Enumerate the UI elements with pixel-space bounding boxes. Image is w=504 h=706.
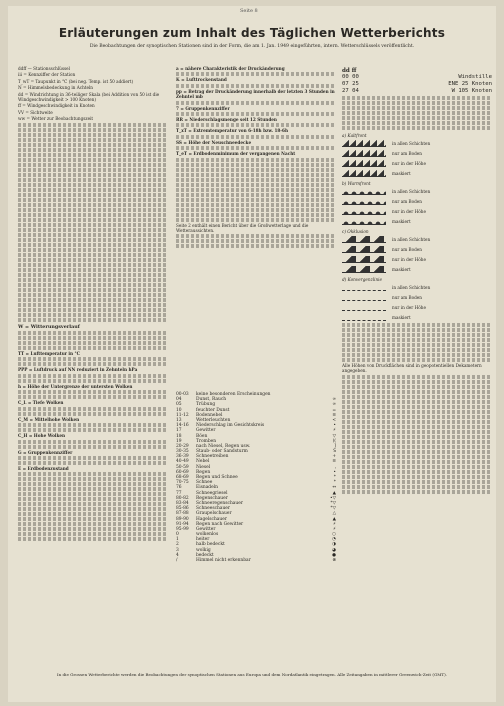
- front-line-icon: [342, 266, 386, 273]
- weather-label: Bodennebel: [196, 412, 223, 418]
- weather-label: wolkig: [196, 547, 211, 553]
- front-label: maskiert: [392, 266, 411, 272]
- front-symbol-row: [342, 302, 492, 312]
- weather-label: Regen: [196, 469, 211, 475]
- weather-label: Schneetreiben: [196, 454, 229, 460]
- weather-code: 14-16: [176, 423, 189, 429]
- weather-label: Gewitter: [196, 428, 216, 434]
- weather-code: 10: [176, 407, 182, 413]
- weather-label: Gewitter: [196, 526, 216, 532]
- weather-code: 95-99: [176, 526, 189, 532]
- weather-symbol-icon: ⚡: [332, 521, 336, 527]
- front-symbol-row: [342, 244, 492, 254]
- pressure-key-item: T_eT = Erdbodenminimum der vergangenen Nacht: [176, 151, 296, 157]
- weather-code: 00-03: [176, 392, 189, 397]
- weather-symbol-icon: ,: [334, 464, 336, 470]
- weather-key-item: E = Erdbodenzustand: [18, 465, 69, 471]
- weather-symbol-icon: )(: [332, 438, 336, 444]
- col1-intro: ddff — Stationsschlüssel: [18, 66, 70, 71]
- weather-label: bedeckt: [196, 552, 214, 558]
- weather-symbol-icon: △: [332, 511, 336, 517]
- weather-label: Schneegriesel: [196, 490, 228, 496]
- key-item: T_wT = Taupunkt in °C (bei neg. Temp. ist 50 addiert): [18, 78, 134, 84]
- weather-course-heading: W = Witterungsverlauf: [18, 323, 80, 330]
- weather-symbol-icon: ▽: [332, 433, 336, 439]
- front-line-icon: [342, 170, 386, 177]
- weather-label: Schneeschauer: [196, 506, 231, 512]
- weather-label: halb bedeckt: [196, 542, 225, 548]
- weather-code: 19: [176, 438, 182, 444]
- weather-symbol-icon: ◑: [332, 542, 336, 548]
- front-label: nur in der Höhe: [392, 160, 426, 166]
- weather-code: 60-69: [176, 469, 189, 475]
- front-label: nur in der Höhe: [392, 208, 426, 214]
- weather-code: 83-84: [176, 500, 189, 506]
- key-item: N = Himmelsbedeckung in Achteln: [18, 85, 93, 91]
- weather-symbol-icon: ≡: [332, 412, 336, 418]
- weather-code: 2: [176, 542, 179, 548]
- front-symbol-row: [342, 138, 492, 148]
- weather-symbol-icon: <: [332, 417, 336, 423]
- weather-symbol-icon: •: [333, 423, 336, 429]
- weather-label: Schneeregenschauer: [196, 500, 243, 506]
- front-line-icon: [342, 198, 386, 205]
- page-title: Erläuterungen zum Inhalt des Täglichen Wetterberichts: [58, 26, 446, 40]
- weather-code: /: [176, 558, 178, 563]
- weather-symbol-icon: *▽: [330, 506, 336, 512]
- front-label: nur am Boden: [392, 294, 422, 300]
- weather-key-item: C_H = Hohe Wolken: [18, 433, 66, 439]
- weather-code: 76: [176, 485, 182, 491]
- front-symbol-row: [342, 206, 492, 216]
- weather-label: Nebel: [196, 459, 210, 465]
- weather-code: 91-94: [176, 521, 189, 527]
- weather-symbol-icon: ○: [332, 532, 336, 538]
- weather-symbol-icon: ◔: [332, 537, 336, 543]
- col3-note: Alle Höhen von Druckflächen sind in geopotentiellen Dekametern angegeben.: [342, 363, 482, 374]
- weather-code: 1: [176, 537, 179, 543]
- front-heading: b) Warmfront: [342, 181, 371, 186]
- weather-symbol-icon: •: [333, 469, 336, 475]
- key-item: VV = Sichtweite: [18, 109, 53, 115]
- front-heading: c) Okklusion: [342, 229, 369, 234]
- front-symbol-row: [342, 254, 492, 264]
- weather-key-item: C_L = Tiefe Wolken: [18, 400, 64, 406]
- weather-code: 80-82: [176, 495, 189, 501]
- pressure-key-item: RR = Niederschlagsmenge seit 12 Stunden: [176, 117, 277, 123]
- front-symbol-row: [342, 186, 492, 196]
- weather-key-item: C_M = Mittelhohe Wolken: [18, 416, 80, 422]
- weather-label: Regen nach Gewitter: [196, 521, 244, 527]
- weather-label: Regen und Schnee: [196, 475, 238, 480]
- wind-label: W 105 Knoten: [451, 88, 492, 94]
- weather-symbol-icon: ∞: [332, 397, 336, 403]
- front-line-icon: [342, 140, 386, 147]
- wind-example-row: [342, 81, 492, 88]
- weather-label: Staub- oder Sandsturm: [196, 449, 248, 455]
- weather-code: 17: [176, 428, 182, 434]
- weather-code: 20-29: [176, 443, 189, 449]
- pressure-key-item: K = Lufttrockenstand: [176, 77, 227, 83]
- weather-key-item: h = Höhe der Untergrenze der untersten Wolken: [18, 383, 133, 389]
- wind-example-row: [342, 88, 492, 95]
- weather-symbol-icon: *: [333, 480, 336, 486]
- weather-symbol-icon: *▽: [330, 500, 336, 506]
- weather-label: keine besonderen Erscheinungen: [196, 392, 271, 397]
- weather-symbol-list: [176, 392, 336, 563]
- weather-symbol-icon: ●: [332, 552, 336, 558]
- column-station-key: [18, 66, 168, 542]
- weather-code: 3: [176, 547, 179, 553]
- weather-code: 50-59: [176, 464, 189, 470]
- front-heading: a) Kaltfront: [342, 133, 367, 138]
- front-symbol-row: [342, 158, 492, 168]
- key-item: dd = Windrichtung in 36-teiliger Skala (bei Addition von 50 ist die Windgeschwindigkeit > 100 Knoten): [18, 91, 160, 103]
- front-label: in allen Schichten: [392, 188, 431, 194]
- weather-label: Dunst, Rauch: [196, 397, 227, 403]
- weather-code: 68-69: [176, 475, 189, 480]
- front-line-icon: [342, 150, 386, 157]
- front-label: maskiert: [392, 314, 411, 320]
- weather-label: Niederschlag im Gesichtskreis: [196, 423, 265, 429]
- key-item: ff = Windgeschwindigkeit in Knoten: [18, 103, 95, 109]
- front-line-icon: [342, 284, 386, 291]
- weather-code: 89-90: [176, 516, 189, 522]
- front-line-icon: [342, 160, 386, 167]
- key-item: iii = Kennziffer der Station: [18, 72, 76, 78]
- page-subtitle: Die Beobachtungen der synoptischen Stationen sind in der Form, die am 1. Jan. 1949 eingeführten, intern. Wetterschlüssels veröffentlicht.: [89, 44, 415, 49]
- weather-symbol-icon: ◕: [332, 547, 336, 553]
- front-symbol-row: [342, 234, 492, 244]
- weather-label: Hagelschauer: [196, 516, 227, 522]
- weather-symbol-icon: ∞: [332, 402, 336, 408]
- front-label: in allen Schichten: [392, 236, 431, 242]
- front-line-icon: [342, 246, 386, 253]
- weather-code: 18: [176, 433, 182, 439]
- pressure-key-item: a = nähere Charakteristik der Druckänderung: [176, 66, 285, 71]
- weather-code: 11-12: [176, 412, 189, 418]
- key-item: ww = Wetter zur Beobachtungszeit: [18, 116, 94, 122]
- column-pressure-key: [176, 66, 336, 249]
- pressure-key-item: T_xT = Extremtemperatur von 6-18h bzw. 18-6h: [176, 128, 288, 134]
- weather-label: Trübung: [196, 402, 216, 408]
- weather-symbol-icon: ↔: [332, 485, 336, 491]
- front-symbol-row: [342, 148, 492, 158]
- weather-symbol-icon: S: [333, 449, 336, 455]
- col2-note: Seite 2 enthält einen Bericht über die Großwetterlage und die Wetteraussichten.: [176, 222, 309, 234]
- front-line-icon: [342, 236, 386, 243]
- weather-code: 04: [176, 397, 182, 403]
- weather-symbol-icon: *: [333, 475, 336, 480]
- weather-code: 0: [176, 532, 179, 538]
- wind-code: 00 00: [342, 74, 359, 80]
- front-symbol-row: [342, 168, 492, 178]
- weather-symbol-icon: ]: [334, 443, 336, 449]
- weather-symbol-icon: =: [332, 407, 336, 413]
- front-label: maskiert: [392, 218, 411, 224]
- weather-code: 85-86: [176, 506, 189, 512]
- weather-label: Regenschauer: [196, 495, 228, 501]
- weather-code: 05: [176, 402, 182, 408]
- weather-code: 4: [176, 552, 179, 558]
- wind-example-row: [342, 74, 492, 81]
- front-label: nur am Boden: [392, 246, 422, 252]
- weather-label: nach Niesel, Regen usw.: [196, 443, 251, 449]
- weather-symbol-icon: ▲: [332, 516, 336, 522]
- weather-symbol-icon: ⚡: [332, 526, 336, 532]
- weather-symbol-icon: ⊗: [332, 558, 336, 563]
- pressure-key-item: 7 = Gruppenkennziffer: [176, 105, 230, 111]
- front-line-icon: [342, 294, 386, 301]
- weather-code: 36-39: [176, 454, 189, 460]
- front-line-icon: [342, 208, 386, 215]
- weather-symbol-icon: ▲: [332, 490, 336, 496]
- pressure-key-item: SS = Höhe der Neuschneedecke: [176, 139, 252, 145]
- wind-title: dd ff: [342, 68, 357, 74]
- weather-label: feuchter Dunst: [196, 407, 230, 413]
- pressure-key-item: pp = Betrag der Druckänderung innerhalb der letzten 3 Stunden in Zehntel mb: [176, 88, 335, 100]
- wind-code: 27 04: [342, 88, 359, 94]
- front-symbol-row: [342, 292, 492, 302]
- front-label: maskiert: [392, 170, 411, 176]
- front-heading: d) Konvergenzlinie: [342, 277, 382, 282]
- front-label: nur am Boden: [392, 150, 422, 156]
- weather-key-item: TT = Lufttemperatur in °C: [18, 351, 80, 357]
- weather-key-item: PPP = Luftdruck auf NN reduziert in Zehnteln hPa: [18, 367, 138, 373]
- front-label: in allen Schichten: [392, 284, 431, 290]
- weather-label: Böen: [196, 433, 208, 439]
- front-label: nur am Boden: [392, 198, 422, 204]
- wind-code: 07 25: [342, 81, 359, 87]
- weather-symbol-icon: +: [332, 454, 336, 460]
- weather-code: 30-35: [176, 449, 189, 455]
- wind-label: Windstille: [458, 74, 492, 80]
- front-label: nur in der Höhe: [392, 304, 426, 310]
- weather-code: 77: [176, 490, 182, 496]
- weather-list-row: [176, 558, 336, 563]
- front-symbol-row: [342, 216, 492, 226]
- weather-label: Tromben: [196, 438, 217, 444]
- front-label: nur in der Höhe: [392, 256, 426, 262]
- front-line-icon: [342, 218, 386, 225]
- weather-code: 70-75: [176, 480, 189, 486]
- page-number: Seite 8: [240, 8, 258, 14]
- front-line-icon: [342, 256, 386, 263]
- front-line-icon: [342, 314, 386, 321]
- weather-label: wolkenlos: [196, 532, 219, 538]
- weather-code: 87-88: [176, 511, 189, 517]
- weather-label: Graupelschauer: [196, 511, 232, 517]
- front-symbol-row: [342, 264, 492, 274]
- front-symbol-row: [342, 196, 492, 206]
- weather-label: heiter: [196, 537, 210, 543]
- front-symbol-row: [342, 282, 492, 292]
- weather-symbol-icon: ⚡: [332, 428, 336, 434]
- weather-label: Schnee: [196, 480, 213, 486]
- weather-label: Wetterleuchten: [196, 417, 231, 423]
- front-line-icon: [342, 188, 386, 195]
- front-symbol-row: [342, 312, 492, 322]
- front-label: in allen Schichten: [392, 140, 431, 146]
- column-wind-fronts: [342, 68, 492, 495]
- weather-key-item: G = Gruppenkennziffer: [18, 449, 73, 455]
- wind-label: ENE 25 Knoten: [448, 81, 492, 87]
- weather-label: Himmel nicht erkennbar: [196, 558, 251, 563]
- weather-label: Niesel: [196, 464, 211, 470]
- weather-symbol-icon: •▽: [330, 495, 336, 501]
- front-line-icon: [342, 304, 386, 311]
- page-footer: In die Grossen Wetterberichte werden die Beobachtungen der synoptischen Stationen aus Europa und dem Nordatlantik eingetragen. Alle Zeitangaben in mittlerer Greenwich-Zeit (GMT).: [56, 672, 448, 677]
- weather-code: 40-49: [176, 459, 189, 465]
- weather-label: Eisnadeln: [196, 485, 218, 491]
- weather-code: 13: [176, 417, 182, 423]
- weather-symbol-icon: ≡: [332, 459, 336, 465]
